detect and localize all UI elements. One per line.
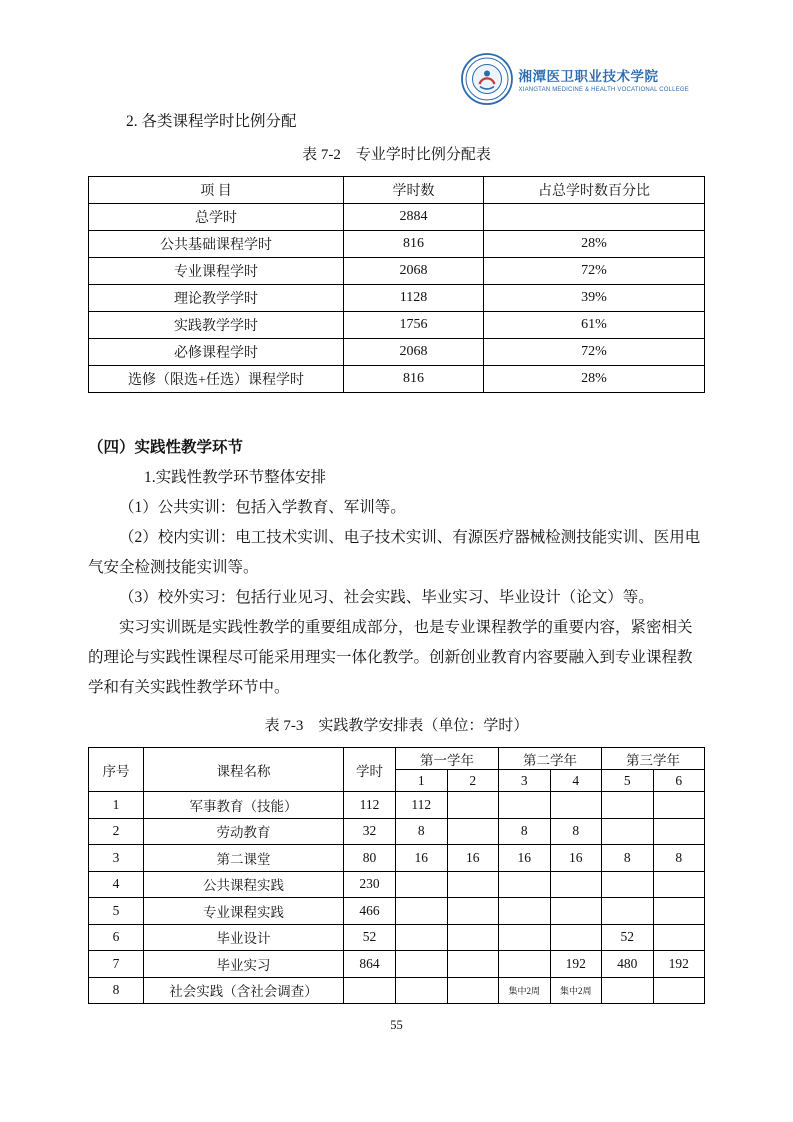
table-cell: 52 — [344, 924, 396, 951]
table-7-3 — [88, 747, 705, 1004]
table-cell: 选修（限选+任选）课程学时 — [89, 366, 344, 393]
table-row — [89, 285, 705, 312]
column-header-semester-5: 5 — [602, 770, 654, 792]
column-header-year-2: 第二学年 — [499, 748, 602, 770]
table-cell — [396, 977, 448, 1004]
table-row — [89, 871, 705, 898]
table-cell: 专业课程实践 — [144, 898, 344, 925]
list-item: （2）校内实训：电工技术实训、电子技术实训、有源医疗器械检测技能实训、医用电气安全检测技能实训等。 — [88, 529, 701, 576]
table-cell — [447, 924, 499, 951]
table-cell: 230 — [344, 871, 396, 898]
table-cell: 80 — [344, 845, 396, 872]
table-cell: 5 — [89, 898, 144, 925]
table-cell: 公共课程实践 — [144, 871, 344, 898]
table-row — [89, 977, 705, 1004]
table-row — [89, 951, 705, 978]
table-cell — [550, 792, 602, 819]
list-item: （1）公共实训：包括入学教育、军训等。 — [119, 499, 406, 516]
table-cell: 112 — [396, 792, 448, 819]
table-7-2-body — [89, 204, 705, 393]
table-cell: 军事教育（技能） — [144, 792, 344, 819]
table-cell — [653, 924, 705, 951]
table-cell: 8 — [499, 818, 551, 845]
table-cell — [653, 818, 705, 845]
table-cell: 16 — [447, 845, 499, 872]
table-cell: 192 — [653, 951, 705, 978]
college-name-cn: 湘潭医卫职业技术学院 — [518, 69, 659, 84]
table-cell: 理论教学学时 — [89, 285, 344, 312]
college-name-block — [519, 65, 689, 93]
table-cell: 专业课程学时 — [89, 258, 344, 285]
table-cell — [447, 871, 499, 898]
table-cell: 61% — [484, 312, 705, 339]
table-cell — [396, 898, 448, 925]
table-row — [89, 898, 705, 925]
table-cell — [653, 792, 705, 819]
page-number: 55 — [390, 1018, 403, 1032]
table-row — [89, 312, 705, 339]
table-row — [89, 792, 705, 819]
column-header-year-3: 第三学年 — [602, 748, 705, 770]
column-header-semester-6: 6 — [653, 770, 705, 792]
table-cell: 16 — [499, 845, 551, 872]
column-header-year-1: 第一学年 — [396, 748, 499, 770]
column-header-hours: 学时数 — [344, 177, 484, 204]
table-cell — [396, 951, 448, 978]
table-cell: 816 — [344, 231, 484, 258]
column-header-course: 课程名称 — [144, 748, 344, 792]
table-cell — [499, 871, 551, 898]
table-cell: 7 — [89, 951, 144, 978]
table-cell: 8 — [89, 977, 144, 1004]
table-cell: 毕业设计 — [144, 924, 344, 951]
table-cell — [602, 792, 654, 819]
column-header-percentage: 占总学时数百分比 — [484, 177, 705, 204]
table-7-2-title: 表 7-2 专业学时比例分配表 — [302, 147, 491, 163]
table-header-row — [89, 748, 705, 770]
table-cell: 6 — [89, 924, 144, 951]
table-cell — [602, 871, 654, 898]
table-row — [89, 818, 705, 845]
table-7-2 — [88, 176, 705, 393]
table-cell: 816 — [344, 366, 484, 393]
page-header — [0, 0, 793, 106]
table-cell: 8 — [396, 818, 448, 845]
table-cell: 4 — [89, 871, 144, 898]
table-cell: 必修课程学时 — [89, 339, 344, 366]
table-cell — [447, 792, 499, 819]
table-cell — [602, 898, 654, 925]
table-cell: 8 — [602, 845, 654, 872]
column-header-item: 项 目 — [89, 177, 344, 204]
table-row — [89, 204, 705, 231]
table-cell: 2068 — [344, 339, 484, 366]
table-cell — [499, 792, 551, 819]
table-cell: 1756 — [344, 312, 484, 339]
table-cell — [499, 951, 551, 978]
table-cell: 公共基础课程学时 — [89, 231, 344, 258]
table-cell: 2884 — [344, 204, 484, 231]
table-cell: 52 — [602, 924, 654, 951]
table-cell — [602, 818, 654, 845]
table-cell: 466 — [344, 898, 396, 925]
table-row — [89, 366, 705, 393]
table-cell: 72% — [484, 258, 705, 285]
table-cell — [550, 898, 602, 925]
table-cell — [447, 951, 499, 978]
table-cell — [344, 977, 396, 1004]
table-cell: 集中2周 — [550, 977, 602, 1004]
table-cell: 毕业实习 — [144, 951, 344, 978]
college-emblem-icon — [461, 53, 513, 105]
table-cell: 112 — [344, 792, 396, 819]
table-cell: 第二课堂 — [144, 845, 344, 872]
table-cell — [653, 871, 705, 898]
table-7-3-body — [89, 792, 705, 1004]
table-cell: 2 — [89, 818, 144, 845]
column-header-semester-4: 4 — [550, 770, 602, 792]
table-cell: 864 — [344, 951, 396, 978]
section-2-heading: 2. 各类课程学时比例分配 — [126, 113, 297, 130]
table-cell — [499, 924, 551, 951]
table-cell: 39% — [484, 285, 705, 312]
table-cell: 社会实践（含社会调查） — [144, 977, 344, 1004]
column-header-hours: 学时 — [344, 748, 396, 792]
table-cell — [396, 924, 448, 951]
section-4-subheading: 1.实践性教学环节整体安排 — [144, 469, 327, 486]
table-cell — [499, 898, 551, 925]
table-7-3-title: 表 7-3 实践教学安排表（单位：学时） — [264, 718, 529, 734]
table-cell: 8 — [653, 845, 705, 872]
column-header-index: 序号 — [89, 748, 144, 792]
table-cell — [602, 977, 654, 1004]
table-row — [89, 924, 705, 951]
table-cell — [653, 977, 705, 1004]
table-cell — [447, 977, 499, 1004]
table-cell: 1 — [89, 792, 144, 819]
table-cell: 总学时 — [89, 204, 344, 231]
table-cell: 实践教学学时 — [89, 312, 344, 339]
table-cell — [447, 898, 499, 925]
table-cell — [550, 871, 602, 898]
column-header-semester-2: 2 — [447, 770, 499, 792]
table-cell: 劳动教育 — [144, 818, 344, 845]
table-cell: 480 — [602, 951, 654, 978]
table-cell: 72% — [484, 339, 705, 366]
table-cell — [653, 898, 705, 925]
table-cell: 1128 — [344, 285, 484, 312]
body-paragraph: 实习实训既是实践性教学的重要组成部分，也是专业课程教学的重要内容，紧密相关的理论与实践性课程尽可能采用理实一体化教学。创新创业教育内容要融入到专业课程教学和有关实践性教学环节中。 — [88, 619, 693, 696]
table-cell: 集中2周 — [499, 977, 551, 1004]
table-row — [89, 258, 705, 285]
table-cell: 3 — [89, 845, 144, 872]
college-logo — [461, 52, 689, 106]
page-content — [0, 112, 793, 1033]
table-header-row — [89, 177, 705, 204]
table-cell — [447, 818, 499, 845]
table-cell — [550, 924, 602, 951]
table-cell: 16 — [396, 845, 448, 872]
table-row — [89, 231, 705, 258]
table-cell: 2068 — [344, 258, 484, 285]
list-item: （3）校外实习：包括行业见习、社会实践、毕业实习、毕业设计（论文）等。 — [119, 589, 654, 606]
table-row — [89, 339, 705, 366]
table-cell: 192 — [550, 951, 602, 978]
column-header-semester-3: 3 — [499, 770, 551, 792]
table-row — [89, 845, 705, 872]
section-4-heading: （四）实践性教学环节 — [88, 439, 244, 456]
table-cell — [396, 871, 448, 898]
college-name-en: XIANGTAN MEDICINE & HEALTH VOCATIONAL COLLEGE — [518, 87, 689, 93]
table-cell: 28% — [484, 366, 705, 393]
table-cell: 28% — [484, 231, 705, 258]
column-header-semester-1: 1 — [396, 770, 448, 792]
table-cell: 32 — [344, 818, 396, 845]
table-cell: 8 — [550, 818, 602, 845]
table-cell: 16 — [550, 845, 602, 872]
table-cell — [484, 204, 705, 231]
